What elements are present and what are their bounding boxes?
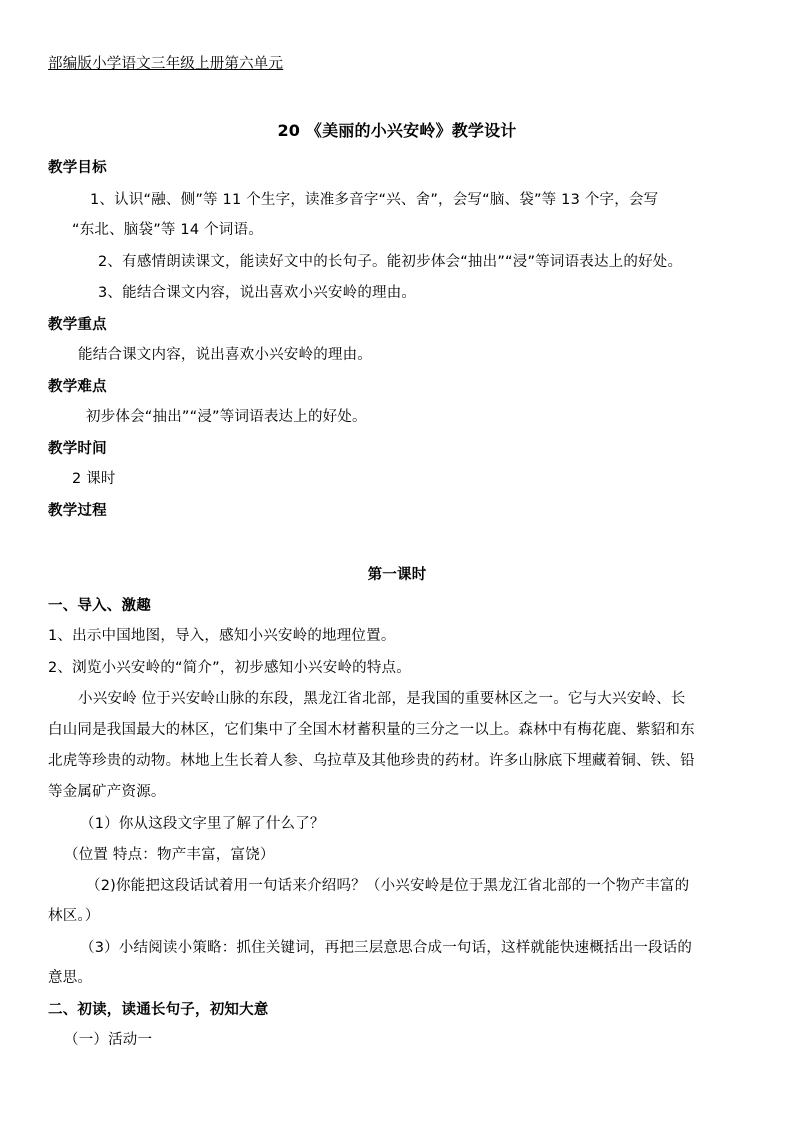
time-heading: 教学时间 (48, 441, 107, 457)
difficulty-text: 初步体会“抽出”“浸”等词语表达上的好处。 (86, 409, 367, 425)
intro-paragraph-line-3: 北虎等珍贵的动物。林地上生长着人参、乌拉草及其他珍贵的药材。许多山脉底下埋藏着铜、铁、铅 (48, 753, 695, 769)
goal-item-2: 2、有感情朗读课文，能读好文中的长句子。能初步体会“抽出”“浸”等词语表达上的好处。 (98, 254, 683, 270)
question-3: （3）小结阅读小策略：抓住关键词，再把三层意思合成一句话，这样就能快速概括出一段话的 (80, 940, 693, 956)
question-2-cont: 林区。） (48, 908, 100, 924)
time-text: 2 课时 (72, 471, 116, 487)
page-title: 20 《美丽的小兴安岭》教学设计 (277, 121, 517, 140)
difficulty-heading: 教学难点 (48, 379, 107, 395)
focus-heading: 教学重点 (48, 317, 107, 333)
intro-paragraph-line-2: 白山同是我国最大的林区，它们集中了全国木材蓄积量的三分之一以上。森林中有梅花鹿、紫貂和东 (48, 722, 695, 738)
focus-text: 能结合课文内容，说出喜欢小兴安岭的理由。 (78, 347, 372, 363)
question-2: （2)你能把这段话试着用一句话来介绍吗？（小兴安岭是位于黑龙江省北部的一个物产丰富的 (86, 878, 690, 894)
goal-item-1: 1、认识“融、侧”等 11 个生字，读准多音字“兴、舍”，会写“脑、袋”等 13 个字，会写 (90, 192, 659, 208)
section1-item-1: 1、出示中国地图，导入，感知小兴安岭的地理位置。 (48, 628, 396, 644)
goals-heading: 教学目标 (48, 160, 107, 176)
unit-header: 部编版小学语文三年级上册第六单元 (48, 56, 284, 72)
question-1: （1）你从这段文字里了解了什么了？ (80, 816, 325, 832)
question-3-cont: 意思。 (48, 970, 93, 986)
question-1-answer: （位置 特点：物产丰富，富饶） (64, 847, 275, 863)
intro-paragraph-line-1: 小兴安岭 位于兴安岭山脉的东段，黑龙江省北部，是我国的重要林区之一。它与大兴安岭、长 (78, 691, 686, 707)
activity-1: （一）活动一 (64, 1032, 153, 1048)
section1-item-2: 2、浏览小兴安岭的“简介”，初步感知小兴安岭的特点。 (48, 660, 411, 676)
intro-paragraph-line-4: 等金属矿产资源。 (48, 784, 166, 800)
lesson1-heading: 第一课时 (367, 567, 427, 583)
goal-item-3: 3、能结合课文内容，说出喜欢小兴安岭的理由。 (98, 285, 417, 301)
section2-heading: 二、初读，读通长句子，初知大意 (48, 1002, 269, 1018)
section1-heading: 一、导入、激趣 (48, 598, 151, 614)
goal-item-1-cont: “东北、脑袋”等 14 个词语。 (72, 222, 263, 238)
process-heading: 教学过程 (48, 503, 107, 519)
